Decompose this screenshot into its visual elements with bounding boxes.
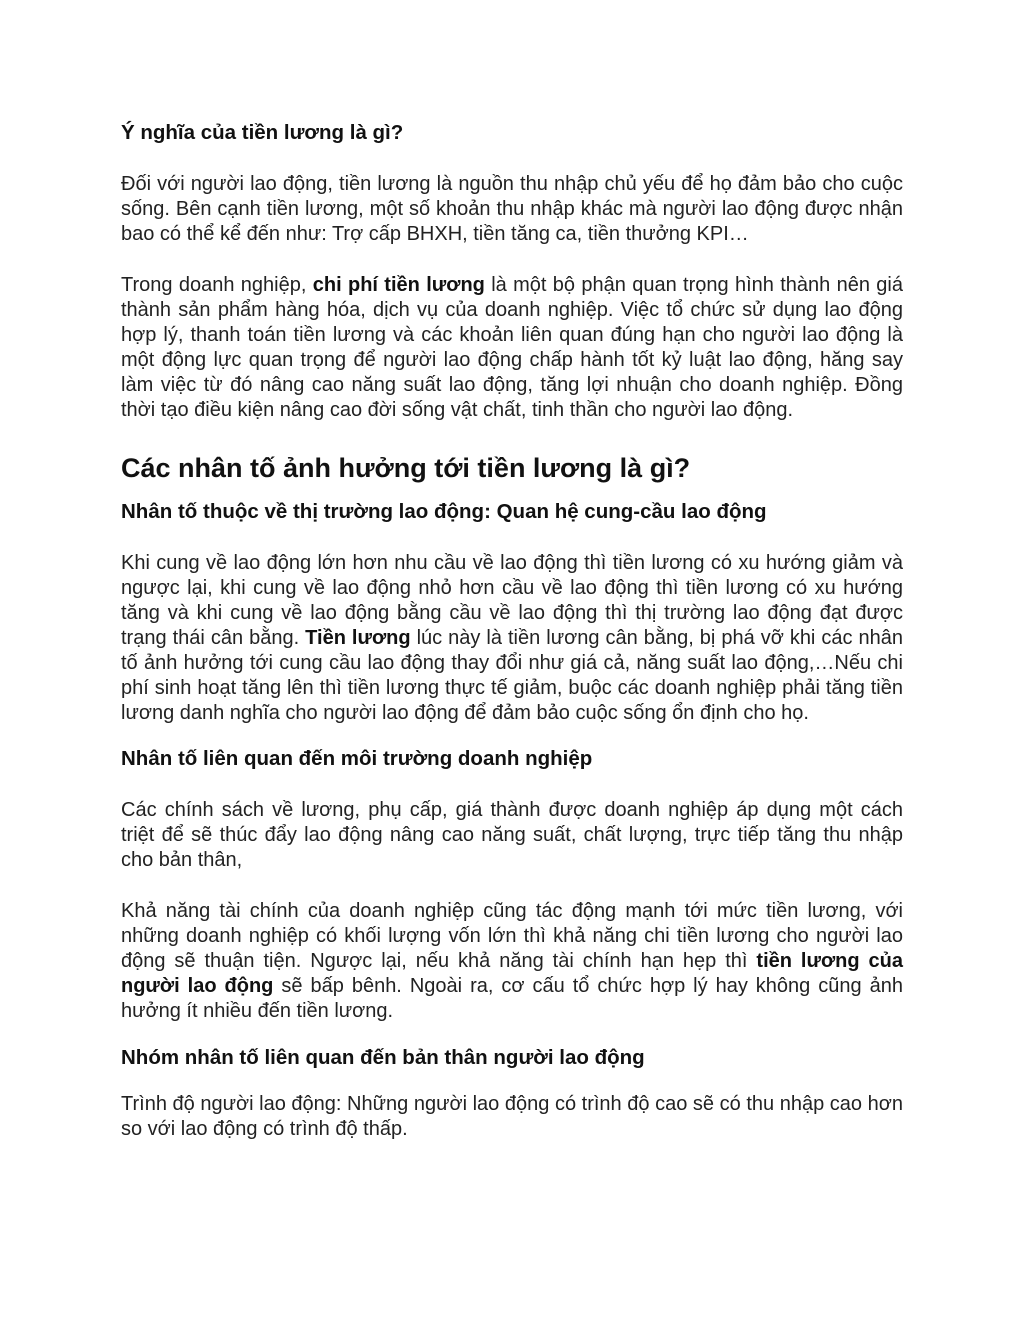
- paragraph-supply-demand: [121, 551, 903, 726]
- heading-meaning-of-salary: Ý nghĩa của tiền lương là gì?: [121, 121, 404, 144]
- subheading-labor-market: Nhân tố thuộc về thị trường lao động: Quan hệ cung-cầu lao động: [121, 500, 767, 523]
- subheading-worker-factors: Nhóm nhân tố liên quan đến bản thân người lao động: [121, 1046, 645, 1069]
- text-run: là một bộ phận quan trọng hình thành nên giá thành sản phẩm hàng hóa, dịch vụ của doanh nghiệp. Việc tổ chức sử dụng lao động hợp lý, thanh toán tiền lương và các khoản liên quan đúng hạn cho người lao động là một động lực quan trọng để người lao động chấp hành tốt kỷ luật lao động, hăng say làm việc từ đó nâng cao năng suất lao động, tăng lợi nhuận cho doanh nghiệp. Đồng thời tạo điều kiện nâng cao đời sống vật chất, tinh thần cho người lao động.: [121, 274, 903, 421]
- bold-term-salary: Tiền lương: [305, 627, 411, 649]
- text-run: sẽ bấp bênh. Ngoài ra, cơ cấu tổ chức hợp lý hay không cũng ảnh hưởng ít nhiều đến tiền lương.: [121, 975, 903, 1022]
- bold-term-salary-cost: chi phí tiền lương: [312, 274, 485, 296]
- paragraph-income-source: Đối với người lao động, tiền lương là nguồn thu nhập chủ yếu để họ đảm bảo cho cuộc sống. Bên cạnh tiền lương, một số khoản thu nhập khác mà người lao động được nhận bao có thể kể đến như: Trợ cấp BHXH, tiền tăng ca, tiền thưởng KPI…: [121, 173, 903, 245]
- paragraph-policies: Các chính sách về lương, phụ cấp, giá thành được doanh nghiệp áp dụng một cách triệt để sẽ thúc đẩy lao động nâng cao năng suất, chất lượng, trực tiếp tăng thu nhập cho bản thân,: [121, 799, 903, 871]
- text-run: Trong doanh nghiệp,: [121, 274, 313, 296]
- subheading-business-environment: Nhân tố liên quan đến môi trường doanh nghiệp: [121, 747, 593, 770]
- text-run: lúc này là tiền lương cân bằng, bị phá vỡ khi các nhân tố ảnh hưởng tới cung cầu lao động thay đổi như giá cả, năng suất lao động,…Nếu chi phí sinh hoạt tăng lên thì tiền lương thực tế giảm, buộc các doanh nghiệp phải tăng tiền lương danh nghĩa cho người lao động để đảm bảo cuộc sống ổn định cho họ.: [121, 627, 904, 724]
- bold-term-worker-salary: tiền lương của người lao động: [121, 950, 903, 997]
- document-page: [121, 118, 903, 1142]
- heading-factors-affecting-salary: Các nhân tố ảnh hưởng tới tiền lương là gì?: [121, 453, 691, 483]
- text-run: Khả năng tài chính của doanh nghiệp cũng tác động mạnh tới mức tiền lương, với những doanh nghiệp có khối lượng vốn lớn thì khả năng chi tiền lương cho người lao động sẽ thuận tiện. Ngược lại, nếu khả năng tài chính hạn hẹp thì: [121, 900, 903, 972]
- paragraph-financial-capacity: [121, 899, 903, 1024]
- text-run: Khi cung về lao động lớn hơn nhu cầu về lao động thì tiền lương có xu hướng giảm và ngược lại, khi cung về lao động nhỏ hơn cầu về lao động thì tiền lương có xu hướng tăng và khi cung về lao động bằng cầu về lao động thì thị trường lao động đạt được trạng thái cân bằng.: [121, 552, 903, 649]
- paragraph-salary-cost: [121, 273, 903, 423]
- paragraph-worker-qualification: Trình độ người lao động: Những người lao động có trình độ cao sẽ có thu nhập cao hơn so với lao động có trình độ thấp.: [121, 1093, 903, 1140]
